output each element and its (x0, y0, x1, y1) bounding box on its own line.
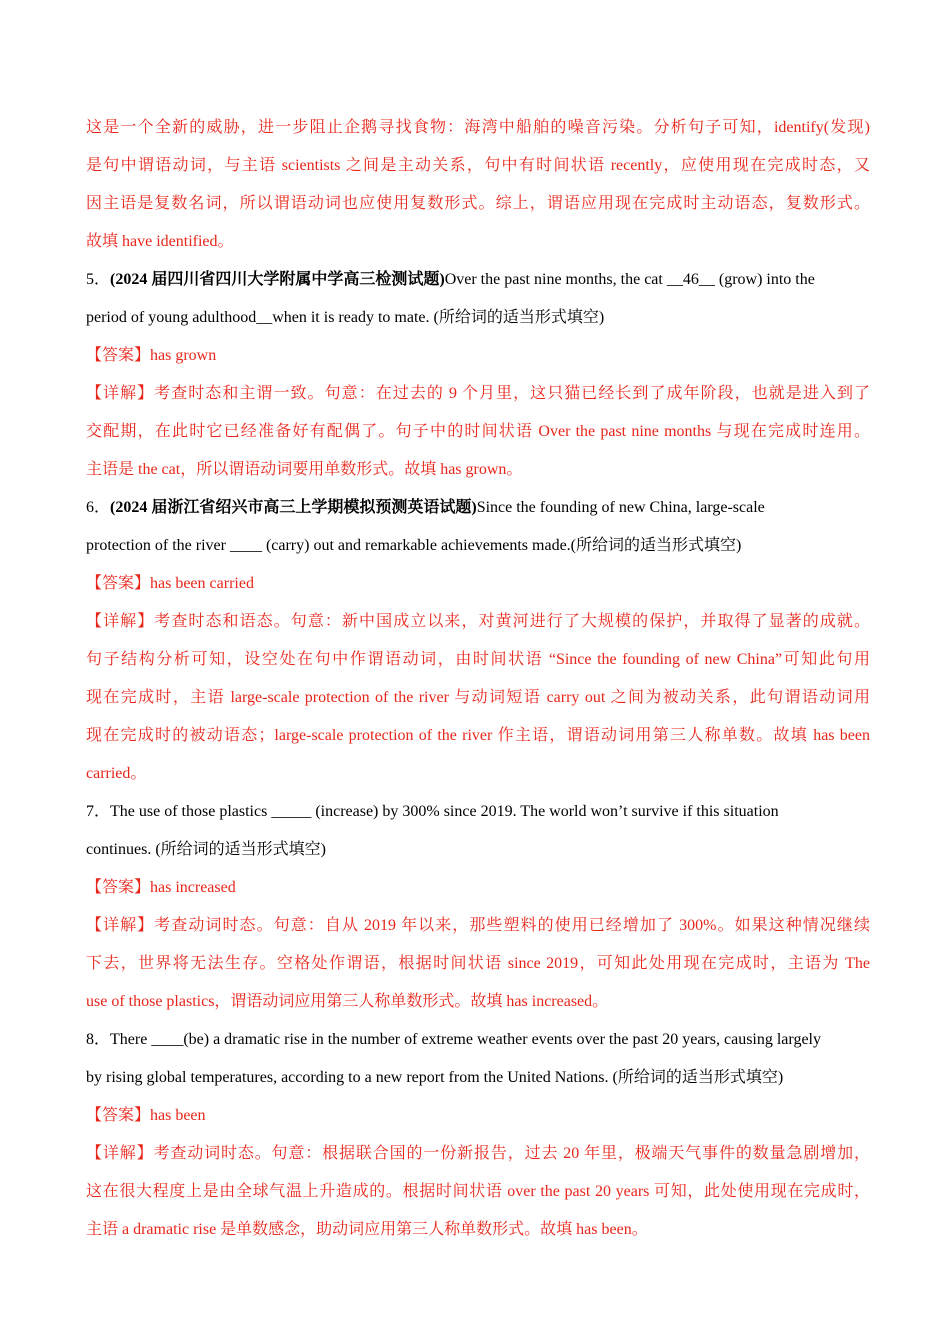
question-text: Over the past nine months, the cat (444, 271, 667, 288)
explanation-line: 交配期，在此时它已经准备好有配偶了。句子中的时间状语 Over the past nine months 与现在完成时连用。 (86, 423, 870, 440)
question-line (86, 1021, 870, 1059)
explanation-line: 主语是 the cat，所以谓语动词要用单数形式。故填 has grown。 (86, 461, 523, 478)
explanation-line: 现在完成时的被动语态；large-scale protection of the river 作主语，谓语动词用第三人称单数。故填 has been (86, 727, 870, 744)
question-8 (86, 1021, 870, 1249)
question-line (86, 489, 870, 527)
explanation-line: 故填 have identified。 (86, 233, 234, 250)
explanation-line: use of those plastics，谓语动词应用第三人称单数形式。故填 has increased。 (86, 993, 609, 1010)
explanation-line: 【详解】考查动词时态。句意：根据联合国的一份新报告，过去 20 年里，极端天气事件的数量急剧增加， (86, 1145, 870, 1162)
explanation-line: 下去，世界将无法生存。空格处作谓语，根据时间状语 since 2019，可知此处用现在完成时，主语为 The (86, 955, 870, 972)
question-number: 6． (86, 499, 111, 516)
explanation-line: 句子结构分析可知，设空处在句中作谓语动词，由时间状语 “Since the founding of new China”可知此句用 (86, 651, 870, 668)
prev-explanation (86, 109, 870, 261)
explanation-line: 现在完成时，主语 large-scale protection of the river 与动词短语 carry out 之间为被动关系，此句谓语动词用 (86, 689, 870, 706)
explanation-line: 【详解】考查时态和语态。句意：新中国成立以来，对黄河进行了大规模的保护，并取得了显著的成就。 (86, 613, 870, 630)
question-number: 5． (86, 271, 111, 288)
explanation-line: 主语 a dramatic rise 是单数感念，助动词应用第三人称单数形式。故填 has been。 (86, 1221, 648, 1238)
question-line: period of young adulthood__when it is ready to mate. (所给词的适当形式填空) (86, 309, 605, 326)
explanation-line: 因主语是复数名词，所以谓语动词也应使用复数形式。综上，谓语应用现在完成时主动语态，复数形式。 (86, 195, 870, 212)
question-source: (2024 届浙江省绍兴市高三上学期模拟预测英语试题) (110, 499, 477, 516)
question-line: protection of the river ____ (carry) out and remarkable achievements made.(所给词的适当形式填空) (86, 537, 742, 554)
explanation-line: 【详解】考查时态和主谓一致。句意：在过去的 9 个月里，这只猫已经长到了成年阶段，也就是进入到了 (86, 385, 870, 402)
question-text: There ____(be) a dramatic rise in the number of extreme weather events over the past 20 years, causing largely (110, 1031, 821, 1048)
question-line: by rising global temperatures, according to a new report from the United Nations. (所给词的适当形式填空) (86, 1069, 784, 1086)
question-6 (86, 489, 870, 793)
question-number: 8． (86, 1031, 111, 1048)
explanation-line: 这是一个全新的威胁，进一步阻止企鹅寻找食物：海湾中船舶的噪音污染。分析句子可知，identify(发现) (86, 119, 870, 136)
document-page (86, 109, 870, 1249)
explanation-line: 是句中谓语动词，与主语 scientists 之间是主动关系，句中有时间状语 recently，应使用现在完成时态，又 (86, 157, 870, 174)
question-line: continues. (所给词的适当形式填空) (86, 841, 326, 858)
answer-line: 【答案】has been (86, 1107, 206, 1124)
question-text: Since the founding of new China, large-scale (476, 499, 765, 516)
explanation-line: 这在很大程度上是由全球气温上升造成的。根据时间状语 over the past 20 years 可知，此处使用现在完成时， (86, 1183, 870, 1200)
question-text: The use of those plastics _____ (increase) by 300% since 2019. The world won’t survive if this situation (110, 803, 779, 820)
explanation-line: 【详解】考查动词时态。句意：自从 2019 年以来，那些塑料的使用已经增加了 300%。如果这种情况继续 (86, 917, 870, 934)
question-number: 7． (86, 803, 111, 820)
question-line (86, 793, 870, 831)
question-blank: __46__ (666, 271, 715, 288)
answer-line: 【答案】has been carried (86, 575, 254, 592)
answer-line: 【答案】has grown (86, 347, 217, 364)
explanation-line: carried。 (86, 765, 147, 782)
question-line (86, 261, 870, 299)
question-7 (86, 793, 870, 1021)
question-source: (2024 届四川省四川大学附属中学高三检测试题) (110, 271, 445, 288)
question-5 (86, 261, 870, 489)
answer-line: 【答案】has increased (86, 879, 236, 896)
question-text: (grow) into the (714, 271, 815, 288)
